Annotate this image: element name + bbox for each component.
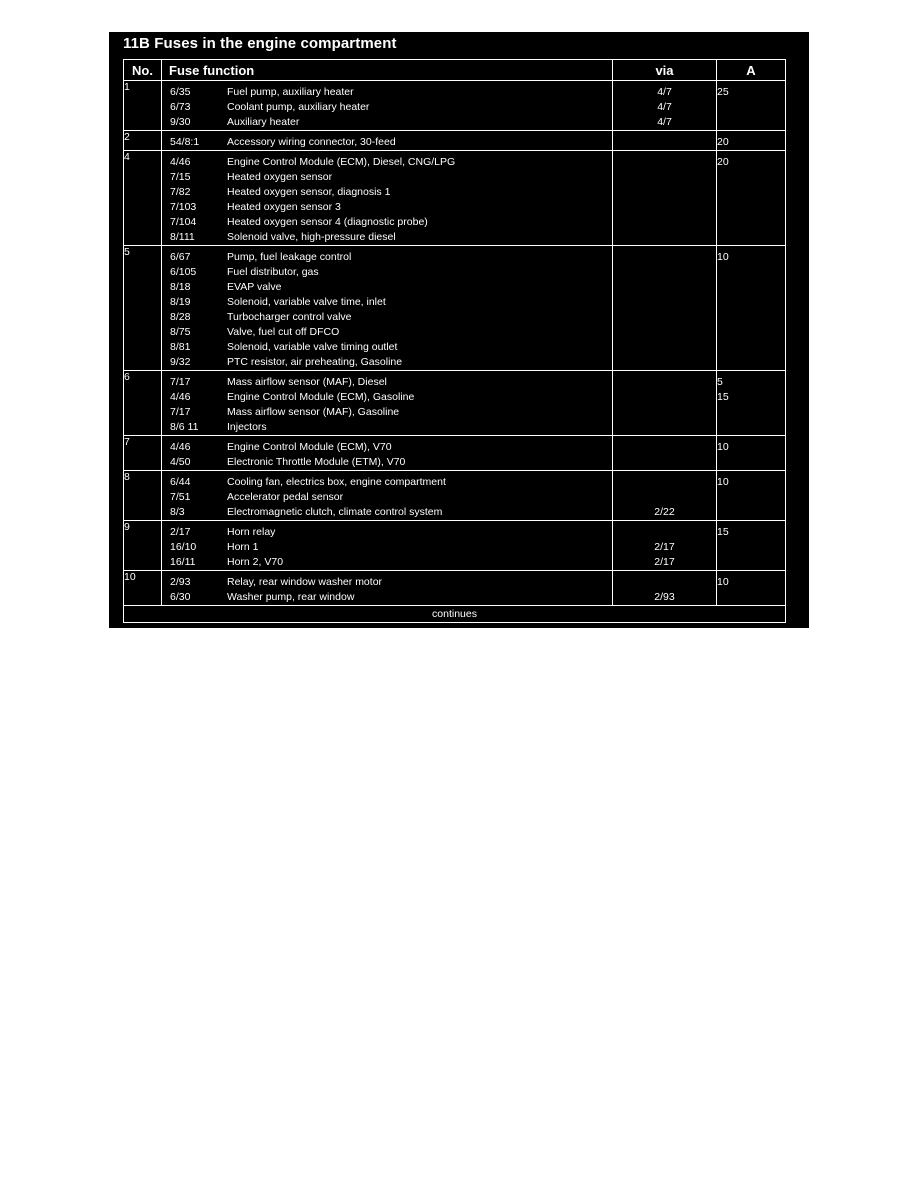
amperage-value: 10 <box>717 476 729 488</box>
via-value <box>613 265 716 280</box>
component-code: 7/104 <box>170 216 197 228</box>
component-code: 8/3 <box>170 506 185 518</box>
fuse-number: 8 <box>124 471 162 521</box>
component-description: Coolant pump, auxiliary heater <box>227 101 370 113</box>
component-code: 16/11 <box>170 556 196 568</box>
component-description: Horn 1 <box>227 541 259 553</box>
via-value <box>613 185 716 200</box>
fuse-line <box>162 455 612 470</box>
component-description: Washer pump, rear window <box>227 591 355 603</box>
table-row <box>124 81 786 131</box>
via-value <box>613 295 716 310</box>
component-code: 16/10 <box>170 541 197 553</box>
via-cell <box>613 471 717 521</box>
amperage-value <box>717 420 785 435</box>
component-code: 6/35 <box>170 86 191 98</box>
fuse-number: 2 <box>124 131 162 151</box>
via-value: 4/7 <box>657 86 672 98</box>
amperage-value: 20 <box>717 156 729 168</box>
component-code: 4/50 <box>170 456 191 468</box>
via-value <box>613 455 716 470</box>
component-description: Engine Control Module (ECM), V70 <box>227 441 392 453</box>
fuse-function-cell <box>162 81 613 131</box>
fuse-function-cell <box>162 151 613 246</box>
component-code: 6/67 <box>170 251 191 263</box>
via-value <box>613 340 716 355</box>
component-code: 6/44 <box>170 476 191 488</box>
fuse-line <box>162 475 612 490</box>
component-code: 7/51 <box>170 491 191 503</box>
amperage-value: 25 <box>717 86 729 98</box>
via-cell <box>613 81 717 131</box>
amperage-value <box>717 405 785 420</box>
fuse-line <box>162 230 612 245</box>
fuse-line <box>162 355 612 370</box>
via-value <box>613 230 716 245</box>
fuse-number: 5 <box>124 246 162 371</box>
via-value: 4/7 <box>657 116 672 128</box>
component-description: Heated oxygen sensor <box>227 171 333 183</box>
component-description: Mass airflow sensor (MAF), Gasoline <box>227 406 400 418</box>
via-value <box>613 475 716 490</box>
amperage-value <box>717 505 785 520</box>
fuse-line <box>162 265 612 280</box>
fuse-line <box>162 185 612 200</box>
amperage-value: 20 <box>717 136 729 148</box>
header-fuse-function: Fuse function <box>162 60 613 81</box>
fuse-line <box>162 115 612 130</box>
component-description: Engine Control Module (ECM), Diesel, CNG/LPG <box>227 156 456 168</box>
via-value <box>613 250 716 265</box>
fuse-line <box>162 590 612 605</box>
table-row <box>124 246 786 371</box>
amperage-value <box>717 340 785 355</box>
fuse-line <box>162 280 612 295</box>
amperage-cell <box>717 371 786 436</box>
component-code: 7/82 <box>170 186 191 198</box>
component-code: 7/17 <box>170 376 191 388</box>
header-via: via <box>613 60 717 81</box>
component-description: Accelerator pedal sensor <box>227 491 344 503</box>
component-code: 2/17 <box>170 526 191 538</box>
component-description: Cooling fan, electrics box, engine compartment <box>227 476 446 488</box>
fuse-line <box>162 340 612 355</box>
via-cell <box>613 436 717 471</box>
fuse-table <box>123 59 786 623</box>
via-cell <box>613 131 717 151</box>
fuse-number: 4 <box>124 151 162 246</box>
table-header-row <box>124 60 786 81</box>
amperage-value: 15 <box>717 391 729 403</box>
via-cell <box>613 571 717 606</box>
fuse-line <box>162 420 612 435</box>
component-description: Turbocharger control valve <box>227 311 352 323</box>
amperage-cell <box>717 151 786 246</box>
component-description: Solenoid valve, high-pressure diesel <box>227 231 396 243</box>
component-code: 54/8:1 <box>170 136 200 148</box>
page-title: 11B Fuses in the engine compartment <box>123 35 397 52</box>
amperage-value: 15 <box>717 526 729 538</box>
via-value <box>613 200 716 215</box>
fuse-number: 6 <box>124 371 162 436</box>
fuse-line <box>162 325 612 340</box>
component-description: Horn 2, V70 <box>227 556 284 568</box>
component-code: 8/28 <box>170 311 191 323</box>
fuse-line <box>162 525 612 540</box>
fuse-line <box>162 490 612 505</box>
fuse-function-cell <box>162 371 613 436</box>
fuse-line <box>162 155 612 170</box>
via-cell <box>613 521 717 571</box>
component-code: 4/46 <box>170 156 191 168</box>
fuse-line <box>162 100 612 115</box>
via-cell <box>613 151 717 246</box>
amperage-value: 10 <box>717 251 729 263</box>
component-code: 8/81 <box>170 341 191 353</box>
amperage-value <box>717 295 785 310</box>
component-code: 8/18 <box>170 281 191 293</box>
component-description: Heated oxygen sensor 4 (diagnostic probe) <box>227 216 428 228</box>
component-description: Electromagnetic clutch, climate control system <box>227 506 443 518</box>
fuse-function-cell <box>162 131 613 151</box>
fuse-line <box>162 405 612 420</box>
via-cell <box>613 246 717 371</box>
amperage-value: 5 <box>717 376 723 388</box>
table-row <box>124 521 786 571</box>
component-description: Heated oxygen sensor, diagnosis 1 <box>227 186 391 198</box>
amperage-value <box>717 555 785 570</box>
component-code: 7/103 <box>170 201 197 213</box>
amperage-cell <box>717 81 786 131</box>
via-value: 2/17 <box>654 556 675 568</box>
fuse-line <box>162 250 612 265</box>
fuse-line <box>162 505 612 520</box>
via-value: 2/17 <box>654 541 675 553</box>
via-value <box>613 420 716 435</box>
fuse-line <box>162 540 612 555</box>
fuse-number: 9 <box>124 521 162 571</box>
table-body <box>124 81 786 606</box>
component-description: Electronic Throttle Module (ETM), V70 <box>227 456 406 468</box>
component-description: Heated oxygen sensor 3 <box>227 201 341 213</box>
fuse-function-cell <box>162 246 613 371</box>
fuse-line <box>162 375 612 390</box>
fuse-line <box>162 85 612 100</box>
via-value <box>613 280 716 295</box>
amperage-value <box>717 185 785 200</box>
continues-label: continues <box>124 606 786 623</box>
component-code: 7/17 <box>170 406 191 418</box>
via-value <box>613 215 716 230</box>
via-value <box>613 525 716 540</box>
via-value <box>613 170 716 185</box>
via-value <box>613 390 716 405</box>
fuse-line <box>162 135 612 150</box>
fuse-number: 10 <box>124 571 162 606</box>
via-value <box>613 355 716 370</box>
table-row <box>124 131 786 151</box>
fuse-line <box>162 170 612 185</box>
fuse-line <box>162 390 612 405</box>
fuse-function-cell <box>162 571 613 606</box>
fuse-line <box>162 200 612 215</box>
fuse-function-cell <box>162 521 613 571</box>
via-value <box>613 490 716 505</box>
via-value: 2/22 <box>654 506 675 518</box>
component-code: 4/46 <box>170 391 191 403</box>
fuse-line <box>162 575 612 590</box>
component-code: 9/32 <box>170 356 191 368</box>
fuse-line <box>162 555 612 570</box>
component-description: EVAP valve <box>227 281 282 293</box>
component-code: 2/93 <box>170 576 191 588</box>
component-description: Solenoid, variable valve timing outlet <box>227 341 398 353</box>
via-value <box>613 405 716 420</box>
fuse-line <box>162 440 612 455</box>
component-description: Pump, fuel leakage control <box>227 251 352 263</box>
header-amp: A <box>717 60 786 81</box>
amperage-value <box>717 590 785 605</box>
component-description: Mass airflow sensor (MAF), Diesel <box>227 376 387 388</box>
amperage-value <box>717 540 785 555</box>
component-code: 6/105 <box>170 266 197 278</box>
fuse-function-cell <box>162 471 613 521</box>
amperage-cell <box>717 571 786 606</box>
table-row <box>124 436 786 471</box>
amperage-value <box>717 115 785 130</box>
component-code: 8/6 11 <box>170 421 199 433</box>
amperage-cell <box>717 436 786 471</box>
via-value <box>613 135 716 150</box>
amperage-cell <box>717 521 786 571</box>
amperage-value <box>717 170 785 185</box>
amperage-value <box>717 490 785 505</box>
component-description: Solenoid, variable valve time, inlet <box>227 296 386 308</box>
component-code: 6/30 <box>170 591 191 603</box>
component-code: 8/111 <box>170 231 195 243</box>
amperage-value <box>717 355 785 370</box>
component-description: Horn relay <box>227 526 276 538</box>
via-cell <box>613 371 717 436</box>
amperage-value <box>717 200 785 215</box>
amperage-value <box>717 280 785 295</box>
component-code: 7/15 <box>170 171 191 183</box>
component-description: Engine Control Module (ECM), Gasoline <box>227 391 415 403</box>
fuse-number: 7 <box>124 436 162 471</box>
component-description: Injectors <box>227 421 267 433</box>
component-code: 9/30 <box>170 116 191 128</box>
amperage-cell <box>717 131 786 151</box>
fuse-function-cell <box>162 436 613 471</box>
amperage-cell <box>717 471 786 521</box>
component-code: 8/75 <box>170 326 191 338</box>
amperage-value <box>717 215 785 230</box>
amperage-value: 10 <box>717 576 729 588</box>
amperage-value <box>717 265 785 280</box>
header-no: No. <box>124 60 162 81</box>
component-description: Auxiliary heater <box>227 116 300 128</box>
component-code: 6/73 <box>170 101 191 113</box>
component-code: 4/46 <box>170 441 191 453</box>
component-description: Fuel distributor, gas <box>227 266 319 278</box>
component-code: 8/19 <box>170 296 191 308</box>
via-value <box>613 575 716 590</box>
table-row <box>124 151 786 246</box>
amperage-value <box>717 455 785 470</box>
table-footer-row <box>124 606 786 623</box>
fuse-number: 1 <box>124 81 162 131</box>
amperage-value <box>717 100 785 115</box>
fuse-line <box>162 295 612 310</box>
component-description: Accessory wiring connector, 30-feed <box>227 136 396 148</box>
via-value: 4/7 <box>657 101 672 113</box>
amperage-value <box>717 325 785 340</box>
fuse-line <box>162 215 612 230</box>
component-description: Relay, rear window washer motor <box>227 576 383 588</box>
fuse-line <box>162 310 612 325</box>
amperage-value <box>717 230 785 245</box>
via-value <box>613 440 716 455</box>
table-row <box>124 571 786 606</box>
via-value <box>613 155 716 170</box>
amperage-value: 10 <box>717 441 729 453</box>
fuse-table-panel <box>109 32 809 628</box>
component-description: PTC resistor, air preheating, Gasoline <box>227 356 403 368</box>
via-value: 2/93 <box>654 591 675 603</box>
component-description: Fuel pump, auxiliary heater <box>227 86 354 98</box>
table-row <box>124 471 786 521</box>
amperage-cell <box>717 246 786 371</box>
via-value <box>613 310 716 325</box>
table-row <box>124 371 786 436</box>
amperage-value <box>717 310 785 325</box>
component-description: Valve, fuel cut off DFCO <box>227 326 340 338</box>
via-value <box>613 325 716 340</box>
via-value <box>613 375 716 390</box>
